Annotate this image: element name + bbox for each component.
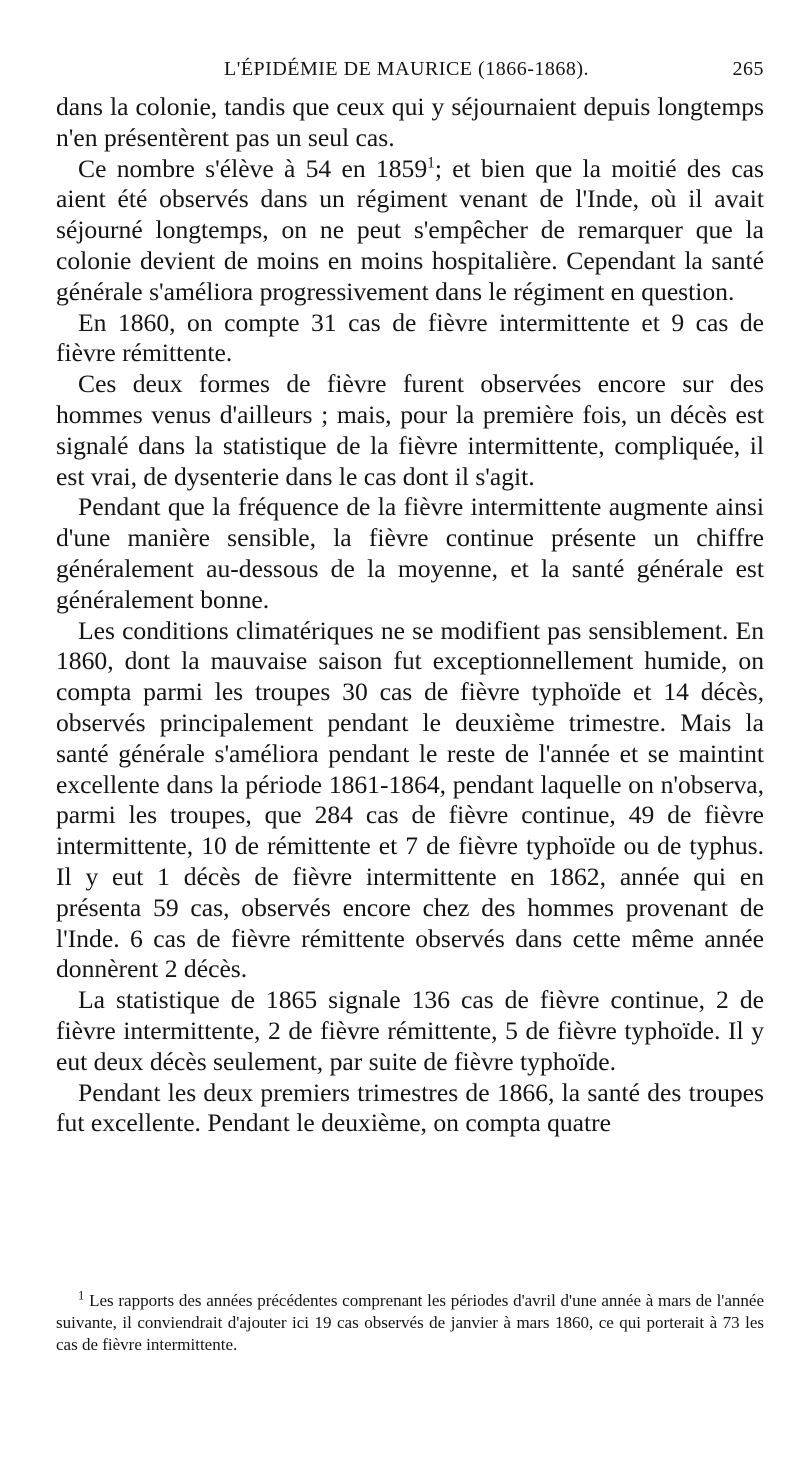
running-head: [56, 58, 764, 88]
footnote-text: Les rapports des années précédentes comprenant les périodes d'avril d'une année à mars de l'année suivante, il conviendrait d'ajouter ici 19 cas observés de janvier à mars 1860, ce qui porterait à 73 les cas de fièvre intermittente.: [56, 1291, 764, 1354]
paragraph-6: Les conditions climatériques ne se modifient pas sensiblement. En 1860, dont la mauvaise saison fut exceptionnellement humide, on compta parmi les troupes 30 cas de fièvre typhoïde et 14 décès, observés principalement pendant le deuxième trimestre. Mais la santé générale s'améliora pendant le reste de l'année et se maintint excellente dans la période 1861-1864, pendant laquelle on n'observa, parmi les troupes, que 284 cas de fièvre continue, 49 de fièvre intermittente, 10 de rémittente et 7 de fièvre typhoïde ou de typhus. Il y eut 1 décès de fièvre intermittente en 1862, année qui en présenta 59 cas, observés encore chez des hommes provenant de l'Inde. 6 cas de fièvre rémittente observés dans cette même année donnèrent 2 décès.: [56, 615, 764, 984]
paragraph-3: En 1860, on compte 31 cas de fièvre intermittente et 9 cas de fièvre rémittente.: [56, 307, 764, 368]
paragraph-2-rest: ; et bien que la moitié des cas aient été observés dans un régiment venant de l'Inde, où il avait séjourné longtemps, on ne peut s'empêcher de remarquer que la colonie devient de moins en moins hospitalière. Cependant la santé générale s'améliora progressivement dans le régiment en question.: [56, 153, 764, 306]
paragraph-2-start: Ce nombre s'élève à 54 en 1859: [78, 153, 428, 183]
footnote-marker: 1: [78, 1288, 85, 1303]
paragraph-4: Ces deux formes de fièvre furent observées encore sur des hommes venus d'ailleurs ; mais, pour la première fois, un décès est signalé dans la statistique de la fièvre intermittente, compliquée, il est vrai, de dysenterie dans le cas dont il s'agit.: [56, 369, 764, 491]
paragraph-5: Pendant que la fréquence de la fièvre intermittente augmente ainsi d'une manière sensible, la fièvre continue présente un chiffre généralement au-dessous de la moyenne, et la santé générale est généralement bonne.: [56, 492, 764, 614]
footnote-reference: 1: [427, 154, 435, 172]
paragraph-7: La statistique de 1865 signale 136 cas de fièvre continue, 2 de fièvre intermittente, 2 de fièvre rémittente, 5 de fièvre typhoïde. Il y eut deux décès seulement, par suite de fièvre typhoïde.: [56, 985, 764, 1076]
paragraph-8: Pendant les deux premiers trimestres de 1866, la santé des troupes fut excellente. Pendant le deuxième, on compta quatre: [56, 1077, 764, 1138]
paragraph-2: [56, 154, 764, 308]
body-text: [56, 92, 764, 1139]
running-title: L'ÉPIDÉMIE DE MAURICE (1866-1868).: [224, 58, 590, 80]
paragraph-1: dans la colonie, tandis que ceux qui y séjournaient depuis longtemps n'en présentèrent pas un seul cas.: [56, 92, 764, 152]
footnote: [56, 1290, 764, 1356]
page-number: 265: [732, 58, 764, 80]
